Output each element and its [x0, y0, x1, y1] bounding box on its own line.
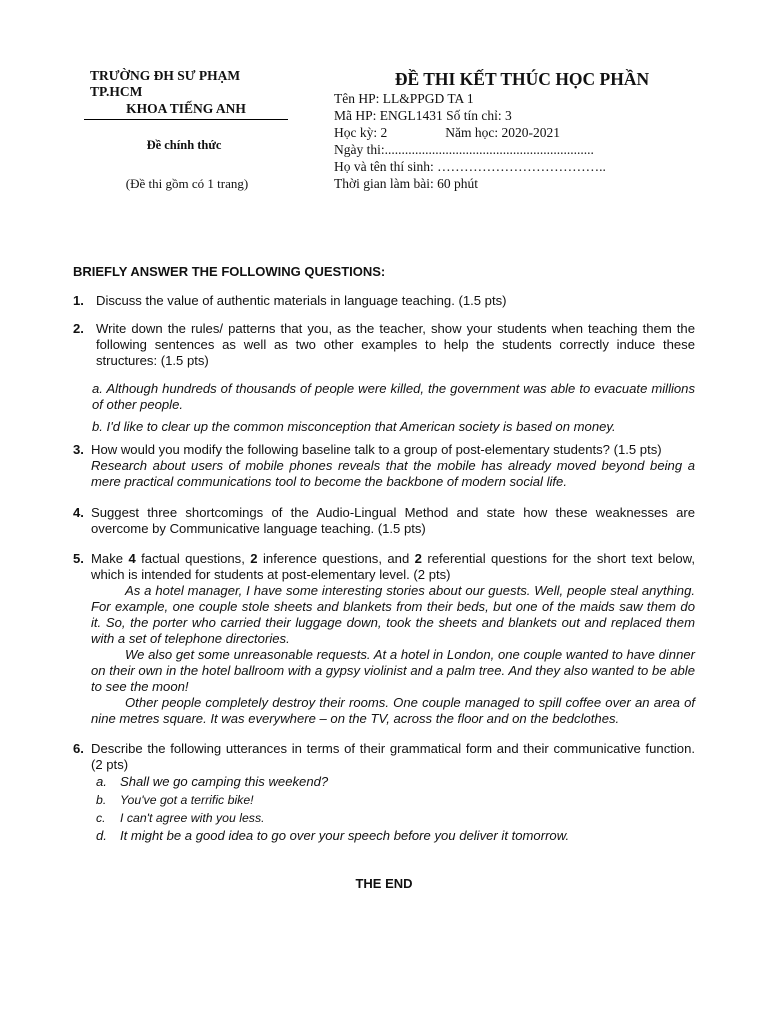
- item-text: It might be a good idea to go over your speech before you deliver it tomorrow.: [120, 828, 570, 843]
- item-text: I can't agree with you less.: [120, 811, 265, 825]
- baseline-talk: Research about users of mobile phones reveals that the mobile has already moved beyond being a mere practical communications tool to become the backbone of modern social life.: [91, 458, 695, 489]
- exam-title: ĐỀ THI KẾT THÚC HỌC PHẦN: [394, 69, 650, 89]
- utterance-item: [91, 773, 695, 791]
- header-exam-info: [334, 68, 694, 192]
- question-number: 2.: [73, 321, 84, 336]
- item-letter: a.: [96, 774, 107, 789]
- question-text: Discuss the value of authentic materials in language teaching. (1.5 pts): [96, 293, 507, 308]
- exam-body: [73, 264, 695, 845]
- course-code: Mã HP: ENGL1431 Số tín chỉ: 3: [334, 108, 512, 123]
- utterance-item: [91, 809, 695, 827]
- question-2: [73, 321, 695, 435]
- exam-duration: Thời gian làm bài: 60 phút: [334, 176, 478, 191]
- question-number: 6.: [73, 741, 84, 756]
- utterance-item: [91, 791, 695, 809]
- q5-factual-count: 4: [128, 551, 136, 566]
- item-text: Shall we go camping this weekend?: [120, 774, 329, 789]
- passage-paragraph-1: As a hotel manager, I have some interesting stories about our guests. Well, people steal anything. For example, one couple stole sheets and blankets from their beds, but one of the maids saw them do it. So, the porter who carried their luggage down, took the sheets and blankets out and replaced them with a set of telephone directories.: [91, 583, 695, 646]
- passage-paragraph-2: We also get some unreasonable requests. At a hotel in London, one couple wanted to have dinner on their own in the hotel ballroom with a gypsy violinist and a palm tree. And they also wanted to be able to see the moon!: [91, 647, 695, 694]
- question-4: [73, 505, 695, 537]
- q5-text-part3: referential questions for the short text below, which is intended for students at post-elementary level. (2 pts): [91, 551, 696, 582]
- q5-referential-count: 2: [414, 551, 422, 566]
- sentence-b: b. I'd like to clear up the common misconception that American society is based on money.: [92, 419, 616, 434]
- question-text: [91, 551, 695, 583]
- question-1: [73, 293, 695, 309]
- question-number: 5.: [73, 551, 84, 566]
- question-text: Write down the rules/ patterns that you, as the teacher, show your students when teaching them the following sentences as well as two other examples to help the students correctly induce these structures: (1.5 pts): [96, 321, 695, 368]
- item-letter: d.: [96, 828, 107, 843]
- q5-text-part1: factual questions,: [135, 551, 251, 566]
- q5-text-part2: inference questions, and: [257, 551, 415, 566]
- faculty-name: KHOA TIẾNG ANH: [84, 101, 288, 120]
- q5-text-make: Make: [91, 551, 129, 566]
- school-name-line2: TP.HCM: [90, 84, 143, 99]
- official-label: Đề chính thức: [146, 138, 222, 152]
- course-name: Tên HP: LL&PPGD TA 1: [334, 91, 474, 106]
- question-text: Suggest three shortcomings of the Audio-Lingual Method and state how these weaknesses are overcome by Communicative language teaching. (1.5 pts): [91, 505, 695, 536]
- exam-date: Ngày thi:..............................................................: [334, 142, 594, 157]
- question-number: 1.: [73, 293, 84, 308]
- utterance-item: [91, 827, 695, 845]
- question-text: How would you modify the following baseline talk to a group of post-elementary students? (1.5 pts): [91, 442, 662, 457]
- header-institution: [84, 68, 288, 192]
- item-letter: c.: [96, 811, 106, 825]
- question-5: [73, 551, 695, 727]
- pages-note: (Đề thi gồm có 1 trang): [125, 176, 249, 191]
- the-end-label: THE END: [355, 876, 413, 891]
- school-name-line1: TRƯỜNG ĐH SƯ PHẠM: [90, 68, 241, 83]
- sentence-a: a. Although hundreds of thousands of people were killed, the government was able to evacuate millions of other people.: [92, 381, 695, 412]
- item-letter: b.: [96, 793, 107, 807]
- school-year: Năm học: 2020-2021: [445, 125, 560, 140]
- question-3: [73, 442, 695, 490]
- item-text: You've got a terrific bike!: [120, 793, 254, 807]
- candidate-name: Họ và tên thí sinh: ………………………………..: [334, 159, 606, 174]
- instructions-heading: BRIEFLY ANSWER THE FOLLOWING QUESTIONS:: [73, 264, 386, 279]
- question-6: [73, 741, 695, 845]
- semester-line: [334, 124, 694, 141]
- semester: Học kỳ: 2: [334, 125, 388, 140]
- passage-paragraph-3: Other people completely destroy their rooms. One couple managed to spill coffee over an area of nine metres square. It was everywhere – on the TV, across the floor and on the bedclothes.: [91, 695, 695, 726]
- question-number: 3.: [73, 442, 84, 457]
- school-name: [90, 68, 288, 100]
- q5-inference-count: 2: [250, 551, 258, 566]
- question-text: Describe the following utterances in terms of their grammatical form and their communicative function. (2 pts): [91, 741, 695, 772]
- utterance-list: [91, 773, 695, 845]
- question-number: 4.: [73, 505, 84, 520]
